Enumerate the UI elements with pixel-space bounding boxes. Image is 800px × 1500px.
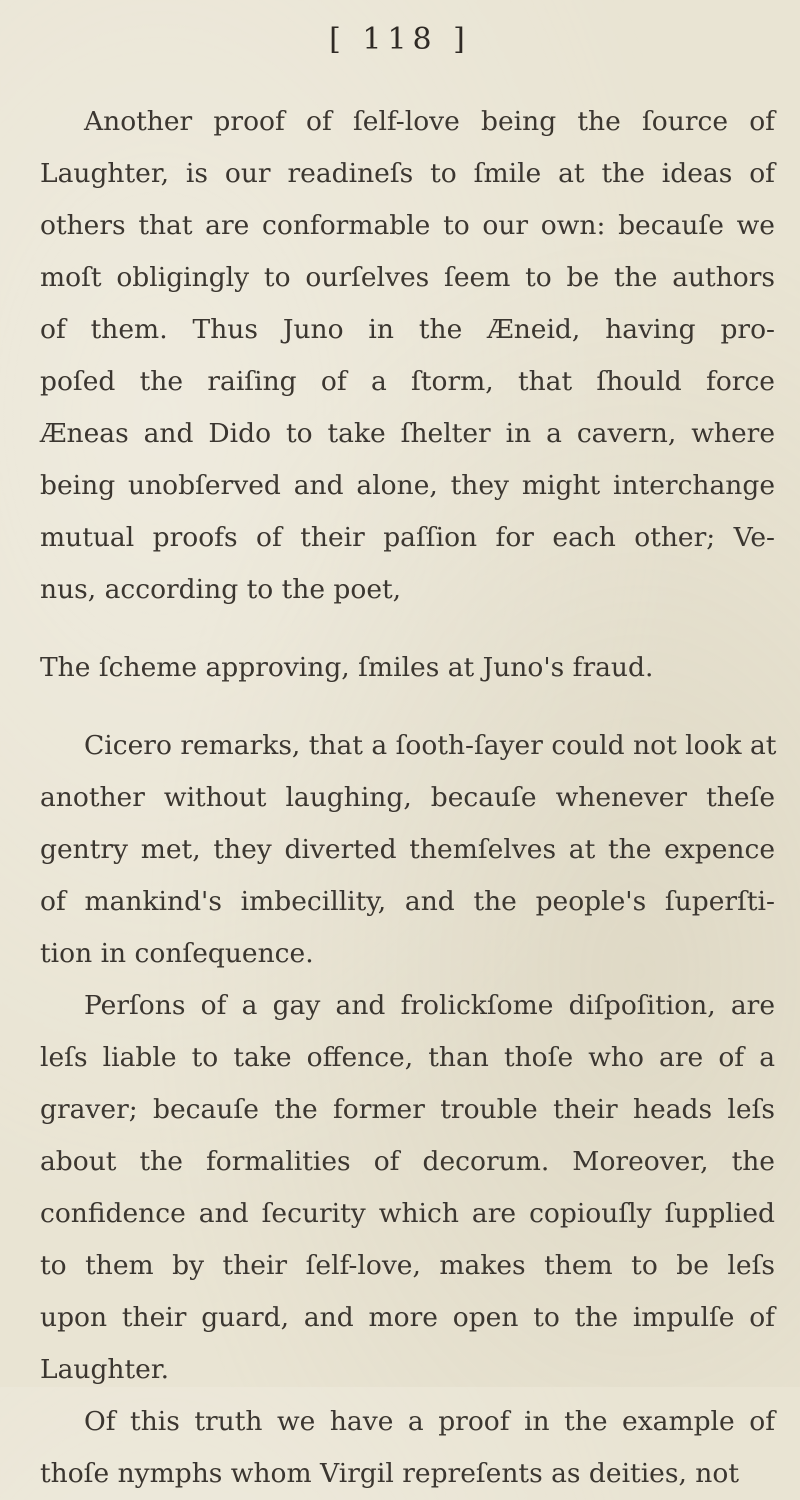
text-line: others that are conformable to our own: becauſe we — [40, 210, 775, 241]
text-line: moſt obligingly to ourſelves ſeem to be the authors — [40, 262, 775, 293]
paragraph-self-love — [40, 96, 775, 616]
text-line: tion in conſequence. — [40, 938, 314, 969]
text-line: confidence and ſecurity which are copiouſly ſupplied — [40, 1198, 775, 1229]
text-line: of mankind's imbecillity, and the people's ſuperſti- — [40, 886, 775, 917]
paragraph-cicero — [40, 720, 775, 980]
text-line: Of this truth we have a proof in the example of — [84, 1406, 775, 1437]
text-line: leſs liable to take offence, than thoſe who are of a — [40, 1042, 775, 1073]
text-line: Laughter. — [40, 1354, 170, 1385]
text-line: upon their guard, and more open to the impulſe of — [40, 1302, 775, 1333]
text-line: Cicero remarks, that a ſooth-ſayer could not look at — [84, 730, 777, 761]
text-line: thoſe nymphs whom Virgil repreſents as deities, not — [40, 1458, 739, 1489]
text-line: poſed the raiſing of a ſtorm, that ſhould force — [40, 366, 775, 397]
text-line: graver; becauſe the former trouble their heads leſs — [40, 1094, 775, 1125]
paragraph-persons — [40, 980, 775, 1396]
page-number: [ 118 ] — [329, 22, 471, 57]
body-text — [40, 96, 775, 1500]
text-line: being unobſerved and alone, they might interchange — [40, 470, 775, 501]
text-line: mutual proofs of their paſſion for each other; Ve- — [40, 522, 775, 553]
text-line: nus, according to the poet, — [40, 574, 402, 605]
text-line: The ſcheme approving, ſmiles at Juno's fraud. — [40, 652, 654, 683]
text-line: Æneas and Dido to take ſhelter in a cavern, where — [40, 418, 775, 449]
text-line: Perſons of a gay and frolickſome diſpoſition, are — [84, 990, 775, 1021]
verse-quotation — [40, 642, 775, 694]
paragraph-nymphs — [40, 1396, 775, 1500]
text-line: about the formalities of decorum. Moreover, the — [40, 1146, 775, 1177]
text-line: Laughter, is our readineſs to ſmile at the ideas of — [40, 158, 775, 189]
text-line: another without laughing, becauſe whenever theſe — [40, 782, 775, 813]
text-line: to them by their ſelf-love, makes them to be leſs — [40, 1250, 775, 1281]
text-line: of them. Thus Juno in the Æneid, having pro- — [40, 314, 775, 345]
text-line: gentry met, they diverted themſelves at the expence — [40, 834, 775, 865]
text-line: Another proof of ſelf-love being the ſource of — [84, 106, 775, 137]
